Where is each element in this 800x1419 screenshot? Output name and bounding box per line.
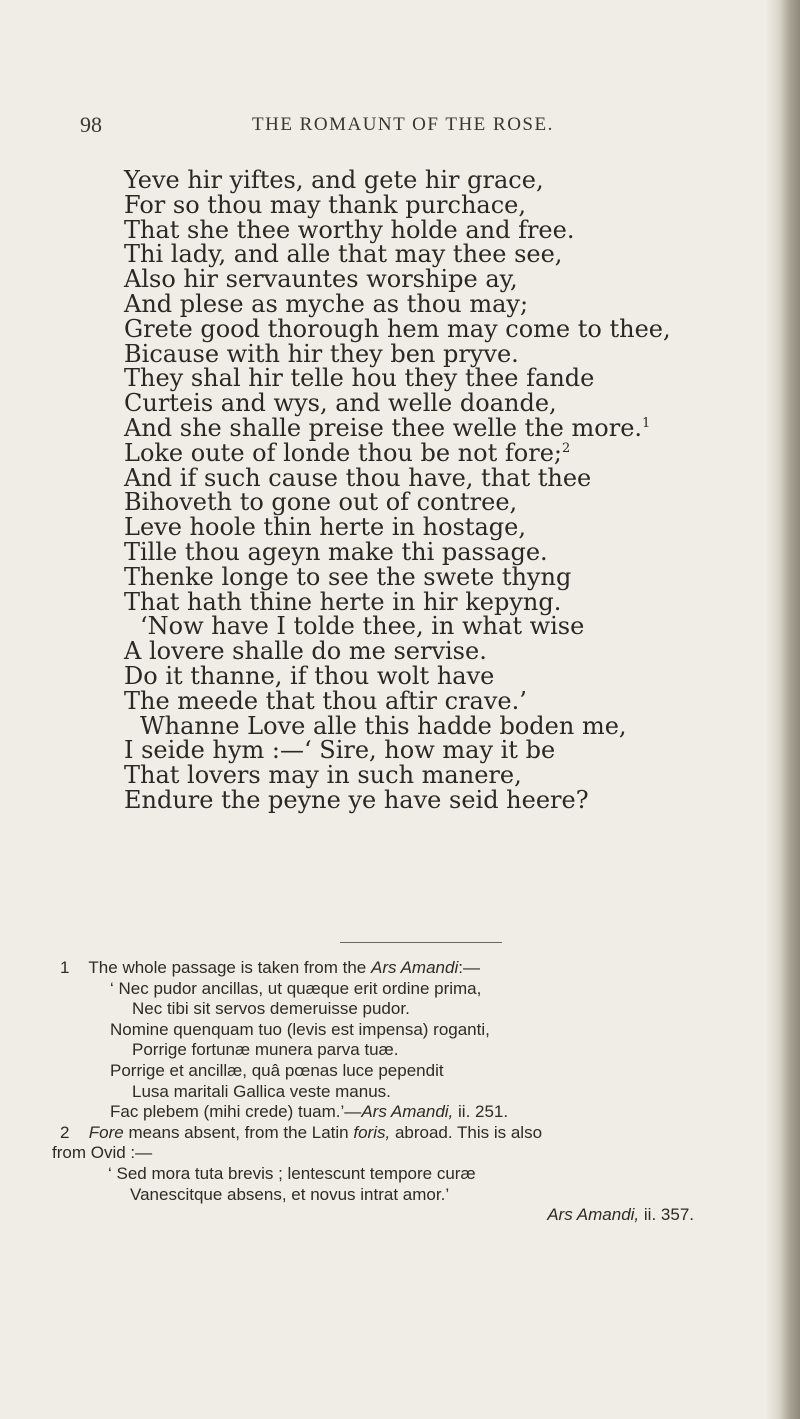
citation-title: Ars Amandi, [361,1102,454,1122]
citation-ref: ii. 251. [458,1102,509,1122]
latin-word: foris, [353,1122,391,1142]
poem-line: And plese as myche as thou may; [124,289,529,318]
quote-line: ‘ Sed mora tuta brevis ; lentescunt tempore curæ [108,1163,476,1183]
citation-title: Ars Amandi, [547,1205,640,1225]
poem-line: Curteis and wys, and welle doande, [124,389,557,418]
footnote-1 [52,958,792,979]
quote-line: Porrige et ancillæ, quâ pœnas luce pependit [110,1060,444,1080]
poem-line-text: And she shalle preise thee welle the more. [124,413,643,442]
poem-line: Endure the peyne ye have seid heere? [124,785,589,814]
poem-line: Yeve hir yiftes, and gete hir grace, [124,166,544,194]
quote-line: Vanescitque absens, et novus intrat amor.’ [130,1184,450,1204]
poem-line: Do it thanne, if thou wolt have [124,661,495,690]
poem-line: And if such cause thou have, that thee [124,463,592,492]
quote-line-with-citation [52,1102,792,1123]
citation [52,1205,792,1226]
quote-line: Nec tibi sit servos demeruisse pudor. [132,999,410,1019]
footnote-text: :— [458,958,480,977]
footnote-text: abroad. This is also [394,1122,543,1142]
quote-line: Lusa maritali Gallica veste manus. [132,1081,391,1101]
citation-ref: ii. 357. [643,1205,694,1225]
poem-line: For so thou may thank purchace, [124,190,526,219]
poem-line: That hath thine herte in hir kepyng. [124,587,562,616]
poem-line: That lovers may in such manere, [124,761,522,790]
source-title: Ars Amandi [370,958,459,977]
quote-line: Porrige fortunæ munera parva tuæ. [132,1040,399,1060]
page-header [0,112,800,142]
footnote-divider [340,942,502,943]
poem-line: Whanne Love alle this hadde boden me, [140,711,627,740]
poem-line: A lovere shalle do me servise. [124,637,487,666]
footnote-number: 1 [60,958,70,977]
quote-line: Nomine quenquam tuo (levis est impensa) roganti, [110,1019,490,1039]
poem-line-text: Loke oute of londe thou be not fore; [124,438,562,467]
poem-line: Grete good thorough hem may come to thee, [124,314,671,343]
poem-line: Leve hoole thin herte in hostage, [124,513,526,542]
glossed-word: Fore [88,1122,124,1142]
footnotes [52,958,792,1226]
poem-line: Bihoveth to gone out of contree, [124,488,518,517]
poem-line [124,413,784,442]
poem-line: They shal hir telle hou they thee fande [124,364,595,393]
poem-line: That she thee worthy holde and free. [124,215,575,244]
page-number: 98 [80,112,102,137]
poem-line: Thi lady, and alle that may thee see, [124,240,563,269]
quote-line: ‘ Nec pudor ancillas, ut quæque erit ordine prima, [110,978,482,998]
poem-line: The meede that thou aftir crave.’ [124,686,527,715]
quote-line: Fac plebem (mihi crede) tuam.’— [110,1102,362,1122]
footnote-text: means absent, from the Latin [128,1122,349,1142]
footnote-mark-2[interactable]: 2 [562,440,571,456]
poem-line: Also hir servauntes worshipe ay, [124,265,518,294]
footnote-text: from Ovid :— [52,1143,153,1163]
poem-line: Tille thou ageyn make thi passage. [124,537,548,566]
poem-line: I seide hym :—‘ Sire, how may it be [124,736,556,765]
footnote-mark-1[interactable]: 1 [642,415,651,431]
poem-line: Bicause with hir they ben pryve. [124,339,519,368]
poem-text [124,168,784,813]
poem-line: ‘Now have I tolde thee, in what wise [140,612,585,641]
footnote-number: 2 [60,1122,70,1142]
poem-line: Thenke longe to see the swete thyng [124,562,572,591]
footnote-2 [52,1123,792,1144]
running-title: THE ROMAUNT OF THE ROSE. [252,114,554,135]
footnote-text: The whole passage is taken from the [88,958,367,977]
poem-line [124,438,784,467]
